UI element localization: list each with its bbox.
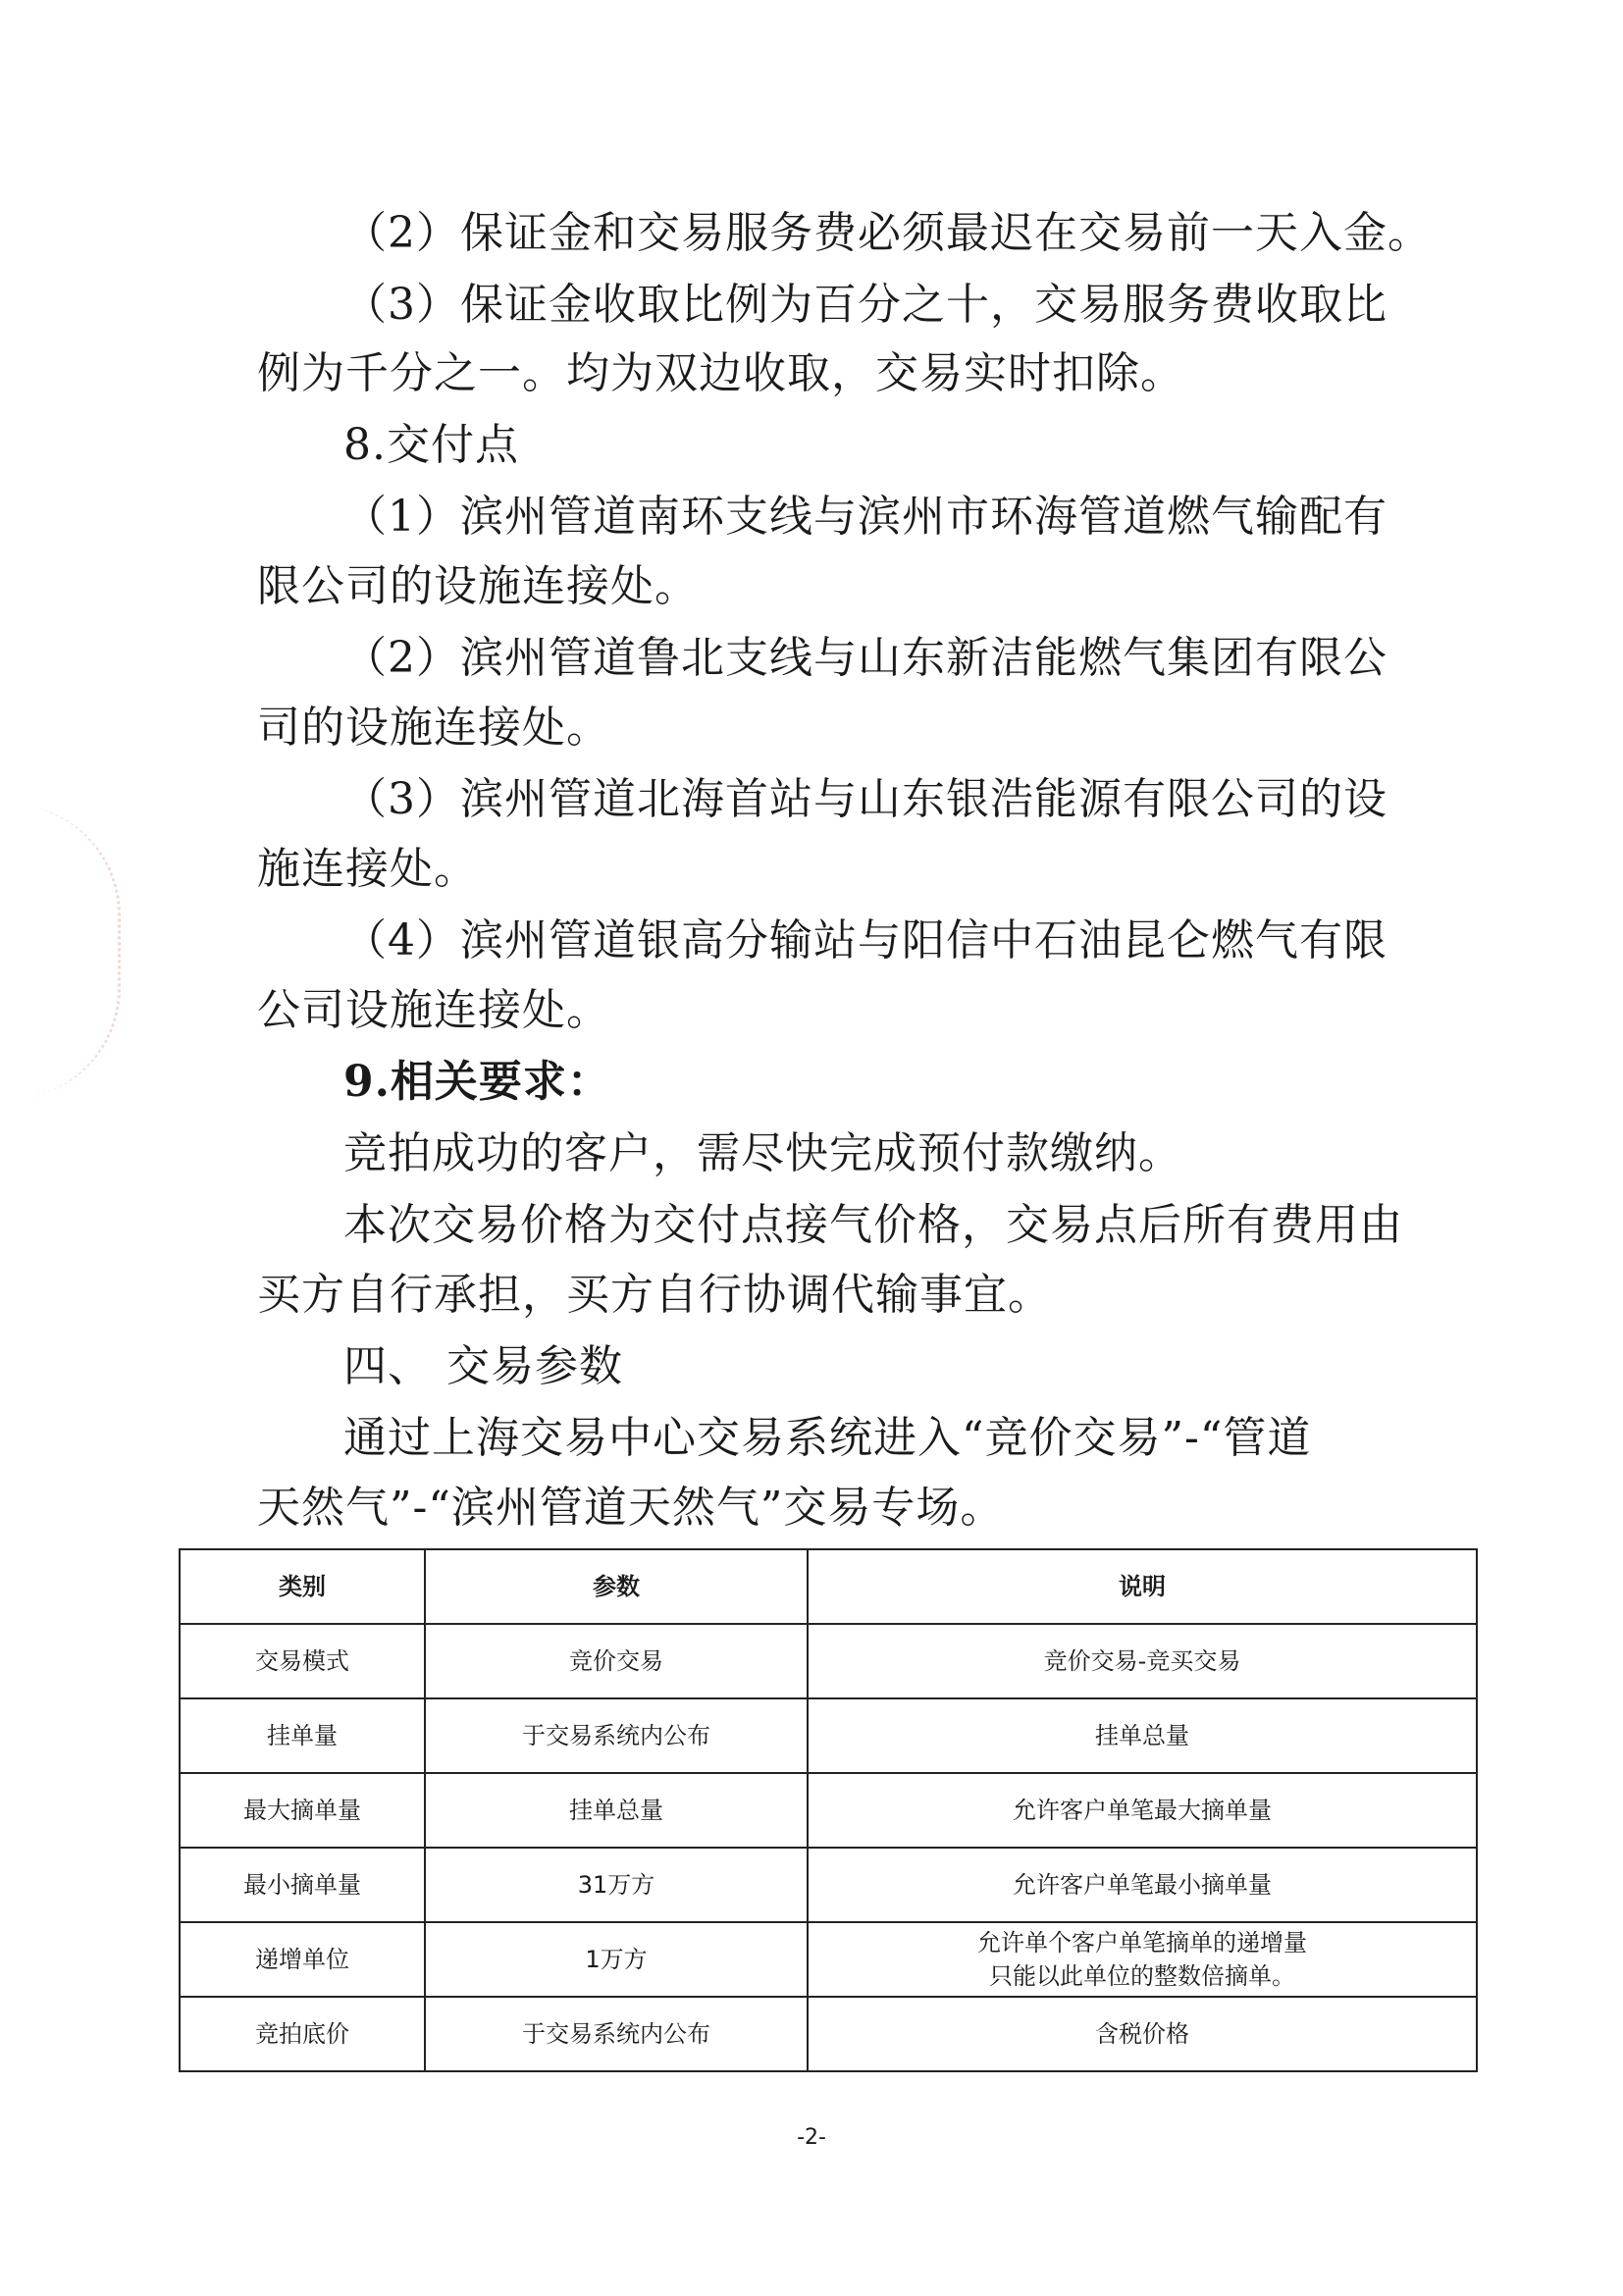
table-cell-category: 最大摘单量 xyxy=(180,1773,425,1848)
table-cell-parameter: 竞价交易 xyxy=(425,1624,808,1698)
header-parameter: 参数 xyxy=(425,1549,808,1624)
delivery-point-1-line2: 限公司的设施连接处。 xyxy=(257,561,699,611)
delivery-point-3-line1: （3）滨州管道北海首站与山东银浩能源有限公司的设 xyxy=(343,774,1387,824)
delivery-point-3-line2: 施连接处。 xyxy=(257,844,478,894)
paragraph-prepayment: 竞拍成功的客户，需尽快完成预付款缴纳。 xyxy=(343,1128,1182,1178)
table-cell-category: 竞拍底价 xyxy=(180,1997,425,2071)
paragraph-deposit-deadline: （2）保证金和交易服务费必须最迟在交易前一天入金。 xyxy=(343,208,1432,258)
trading-parameters-table xyxy=(179,1548,1478,2072)
table-row xyxy=(180,1698,1477,1773)
table-cell-description: 挂单总量 xyxy=(808,1698,1477,1773)
paragraph-trading-system-line2: 天然气”-“滨州管道天然气”交易专场。 xyxy=(257,1483,1005,1533)
delivery-point-4-line1: （4）滨州管道银高分输站与阳信中石油昆仑燃气有限 xyxy=(343,915,1387,965)
table-cell-category: 交易模式 xyxy=(180,1624,425,1698)
table-row xyxy=(180,1997,1477,2071)
table-cell-description: 含税价格 xyxy=(808,1997,1477,2071)
delivery-point-2-line2: 司的设施连接处。 xyxy=(257,703,610,753)
table-cell-parameter: 于交易系统内公布 xyxy=(425,1997,808,2071)
table-cell-description: 允许客户单笔最小摘单量 xyxy=(808,1848,1477,1922)
header-category: 类别 xyxy=(180,1549,425,1624)
table-cell-parameter: 挂单总量 xyxy=(425,1773,808,1848)
seal-edge-mark xyxy=(10,805,121,1099)
table-row xyxy=(180,1848,1477,1922)
table-cell-description: 允许客户单笔最大摘单量 xyxy=(808,1773,1477,1848)
table-cell-parameter: 1万方 xyxy=(425,1922,808,1997)
table-cell-parameter: 31万方 xyxy=(425,1848,808,1922)
delivery-point-4-line2: 公司设施连接处。 xyxy=(257,985,610,1035)
paragraph-fee-ratio-line1: （3）保证金收取比例为百分之十，交易服务费收取比 xyxy=(343,280,1387,330)
table-cell-description-line1: 允许单个客户单笔摘单的递增量 xyxy=(977,1929,1307,1957)
table-cell-category: 挂单量 xyxy=(180,1698,425,1773)
paragraph-price-terms-line1: 本次交易价格为交付点接气价格，交易点后所有费用由 xyxy=(343,1200,1403,1250)
table-header-row xyxy=(180,1549,1477,1624)
header-description: 说明 xyxy=(808,1549,1477,1624)
table-cell-description xyxy=(808,1922,1477,1997)
table-cell-description-line2: 只能以此单位的整数倍摘单。 xyxy=(989,1962,1295,1990)
paragraph-trading-system-line1: 通过上海交易中心交易系统进入“竞价交易”-“管道 xyxy=(343,1413,1312,1463)
heading-requirements: 9.相关要求： xyxy=(343,1057,611,1107)
table-row xyxy=(180,1624,1477,1698)
table-cell-parameter: 于交易系统内公布 xyxy=(425,1698,808,1773)
table-row xyxy=(180,1922,1477,1997)
paragraph-price-terms-line2: 买方自行承担，买方自行协调代输事宜。 xyxy=(257,1270,1052,1320)
table-cell-category: 递增单位 xyxy=(180,1922,425,1997)
table-row xyxy=(180,1773,1477,1848)
delivery-point-1-line1: （1）滨州管道南环支线与滨州市环海管道燃气输配有 xyxy=(343,492,1387,542)
heading-delivery-points: 8.交付点 xyxy=(343,420,519,470)
table-cell-category: 最小摘单量 xyxy=(180,1848,425,1922)
paragraph-fee-ratio-line2: 例为千分之一。均为双边收取，交易实时扣除。 xyxy=(257,348,1184,398)
section-heading-trading-parameters: 四、 交易参数 xyxy=(343,1341,623,1391)
table-cell-description: 竞价交易-竞买交易 xyxy=(808,1624,1477,1698)
page-number: -2- xyxy=(797,2125,826,2150)
delivery-point-2-line1: （2）滨州管道鲁北支线与山东新洁能燃气集团有限公 xyxy=(343,633,1387,683)
